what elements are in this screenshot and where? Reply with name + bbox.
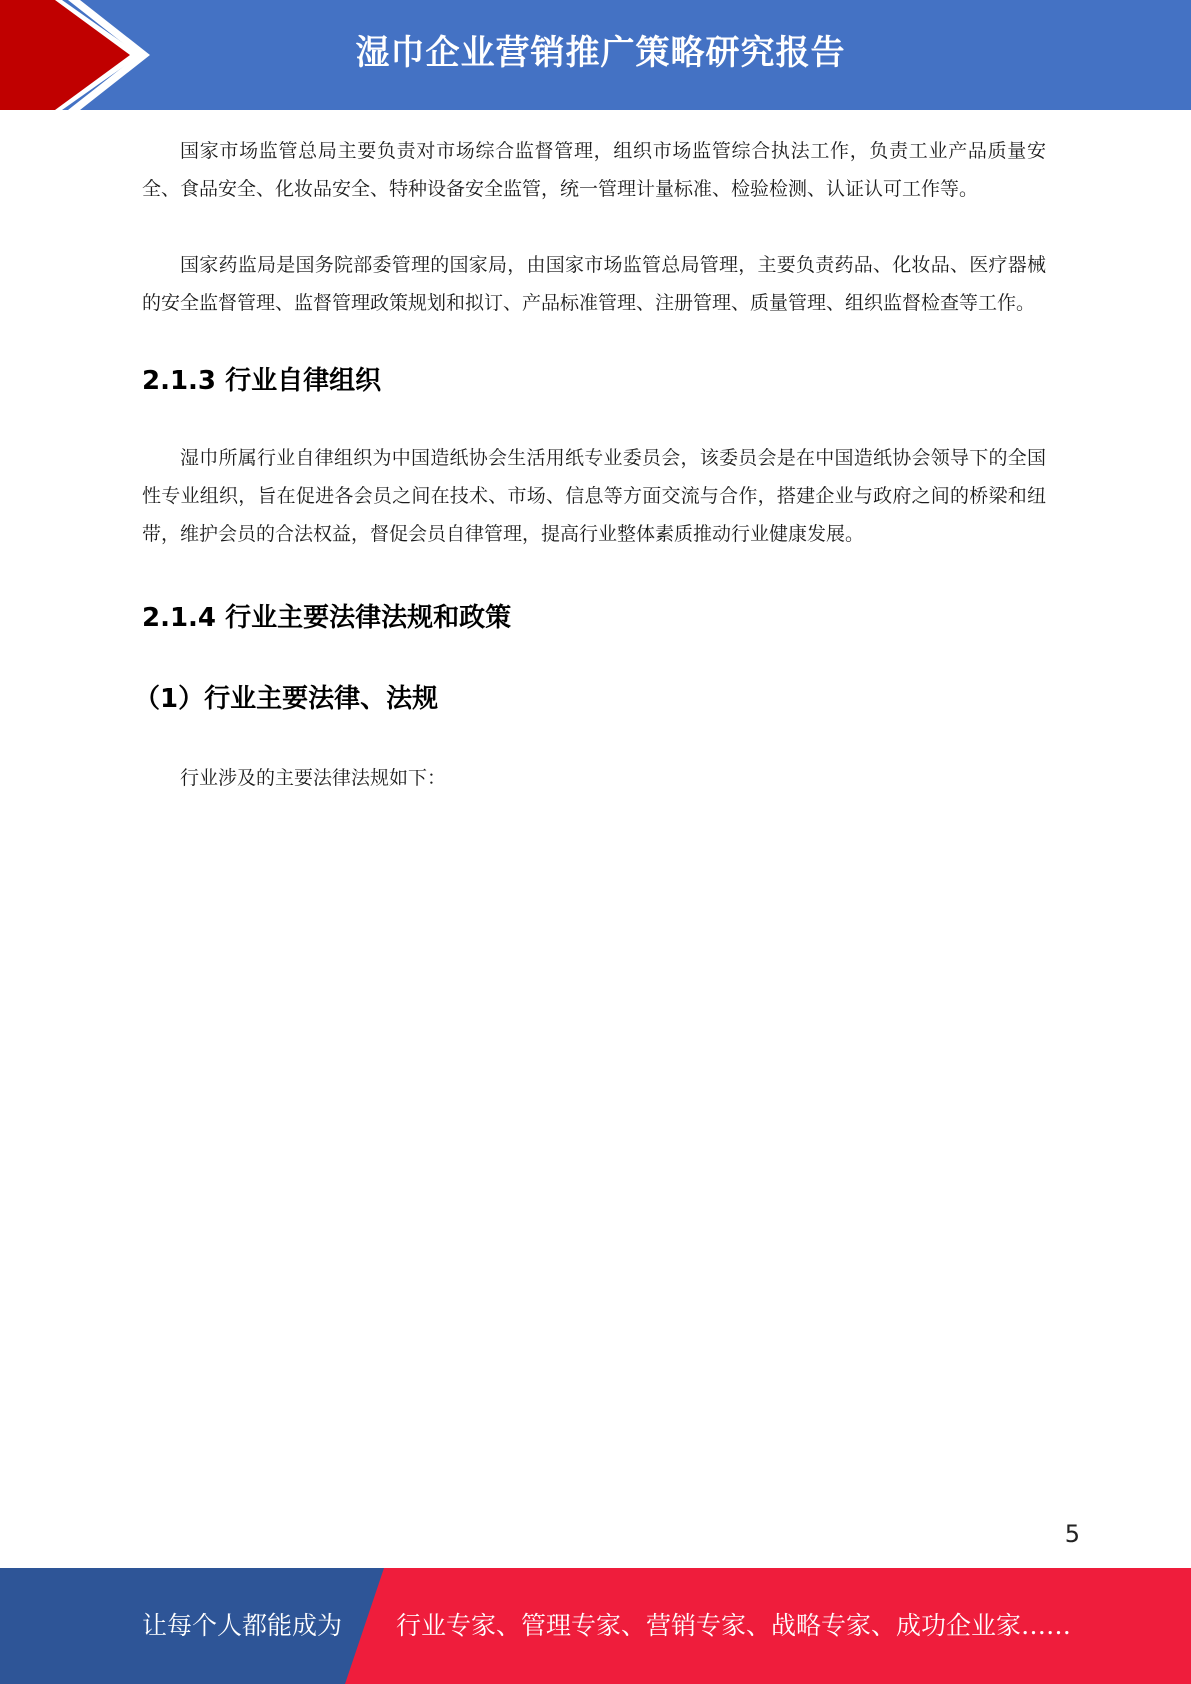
footer-slogan-left: 让每个人都能成为	[142, 1611, 343, 1640]
section-heading-2-1-4: 2.1.4 行业主要法律法规和政策	[142, 603, 512, 633]
section-heading-2-1-3: 2.1.3 行业自律组织	[142, 366, 382, 396]
subsection-heading-laws: （1）行业主要法律、法规	[134, 684, 439, 714]
page-footer	[0, 1568, 1191, 1684]
paragraph-drug-administration: 国家药监局是国务院部委管理的国家局，由国家市场监管总局管理，主要负责药品、化妆品、医疗器械的安全监督管理、监督管理政策规划和拟订、产品标准管理、注册管理、质量管理、组织监督检查等工作。	[142, 254, 1046, 314]
paragraph-laws-intro: 行业涉及的主要法律法规如下：	[180, 767, 447, 789]
page-header	[0, 0, 1191, 110]
footer-slogan-right: 行业专家、管理专家、营销专家、战略专家、成功企业家……	[396, 1611, 1072, 1640]
paragraph-market-regulation: 国家市场监管总局主要负责对市场综合监督管理，组织市场监管综合执法工作，负责工业产品质量安全、食品安全、化妆品安全、特种设备安全监管，统一管理计量标准、检验检测、认证认可工作等。	[142, 140, 1046, 200]
paragraph-self-regulatory-organization: 湿巾所属行业自律组织为中国造纸协会生活用纸专业委员会，该委员会是在中国造纸协会领导下的全国性专业组织，旨在促进各会员之间在技术、市场、信息等方面交流与合作，搭建企业与政府之间的桥梁和纽带，维护会员的合法权益，督促会员自律管理，提高行业整体素质推动行业健康发展。	[142, 447, 1046, 545]
report-title: 湿巾企业营销推广策略研究报告	[355, 33, 846, 73]
page-number: 5	[1064, 1520, 1080, 1548]
document-body	[134, 132, 1046, 797]
